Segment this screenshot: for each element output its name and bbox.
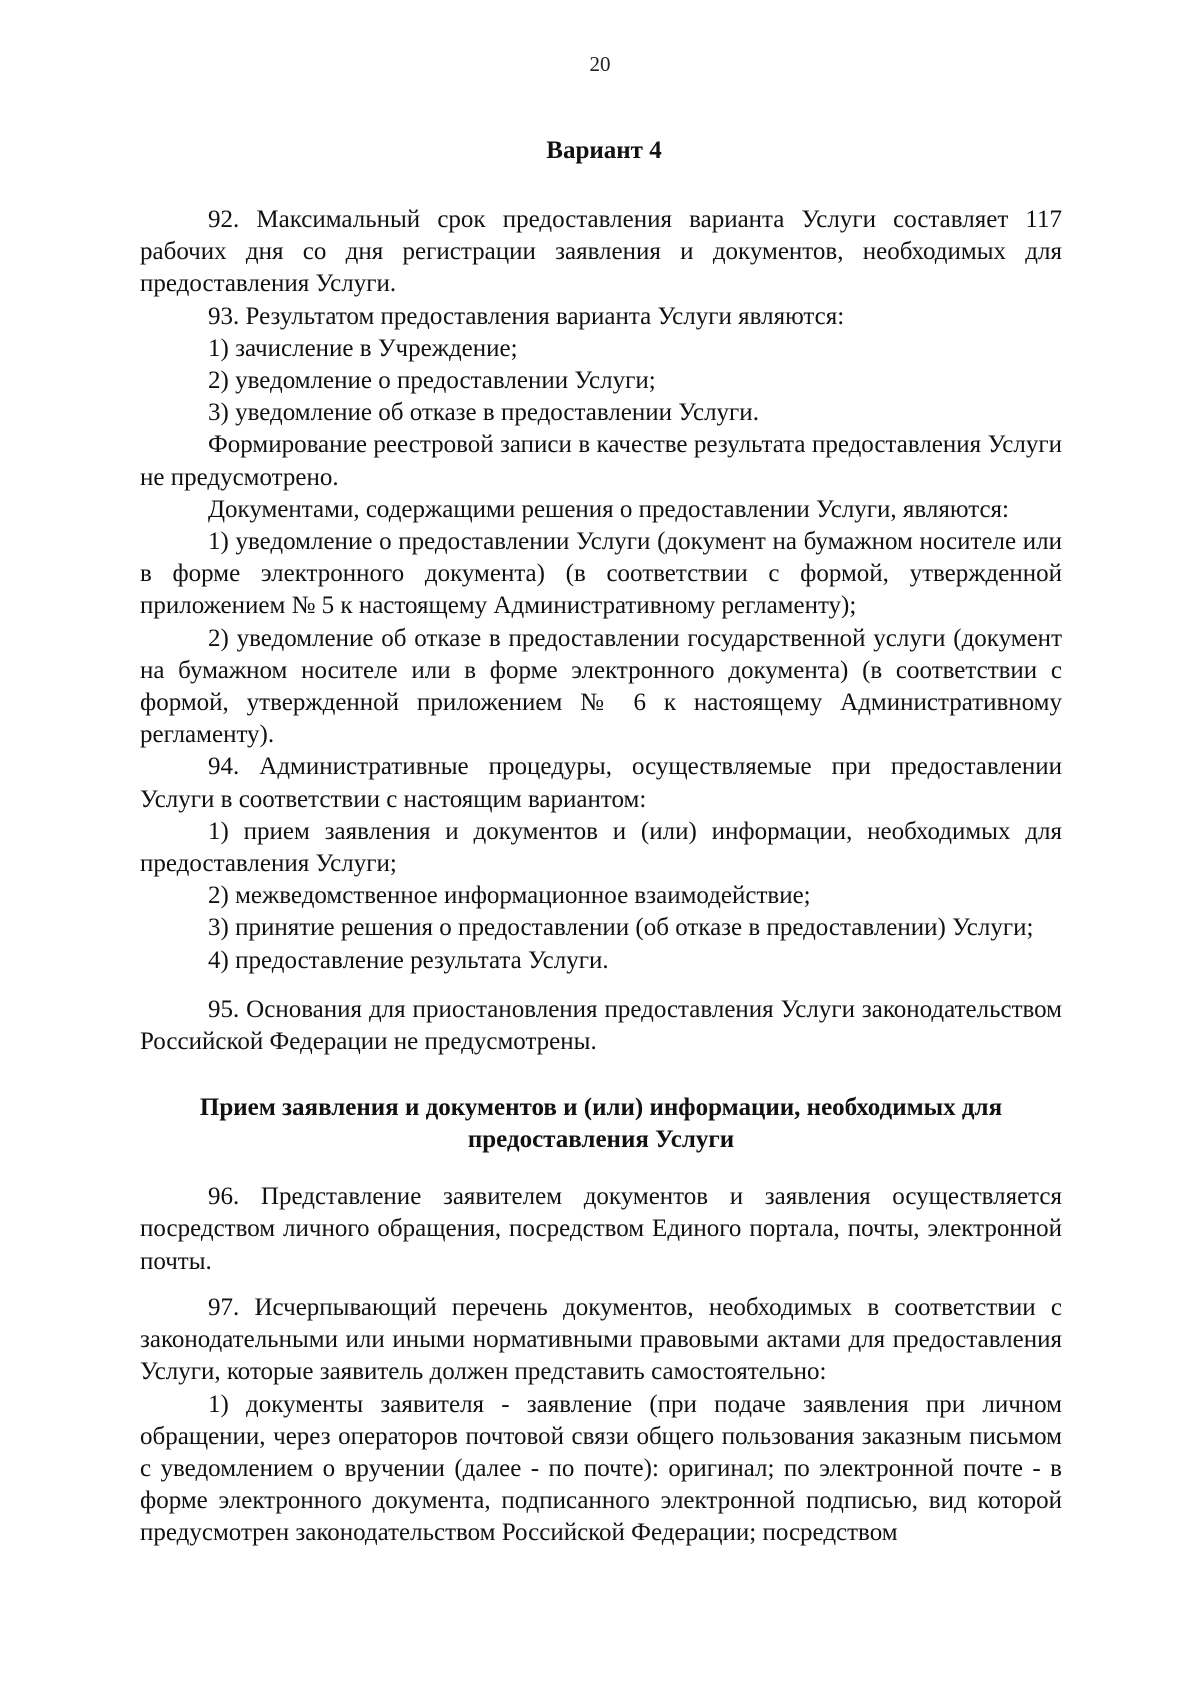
list-item: 1) документы заявителя - заявление (при подаче заявления при личном обращении, через операторов почтовой связи общего пользования заказным письмом с уведомлением о вручении (далее - по почте): оригинал; по электронной почте - в форме электронного документа, подписанного электронной подписью, вид которой предусмотрен законодательством Российской Федерации; посредством — [140, 1390, 1062, 1547]
section-heading-line2: предоставления Услуги — [467, 1126, 735, 1154]
list-item: 1) зачисление в Учреждение; — [208, 334, 518, 362]
paragraph: Формирование реестровой записи в качестве результата предоставления Услуги не предусмотрено. — [140, 431, 1062, 491]
section-heading — [140, 1092, 1062, 1156]
list-item: 1) прием заявления и документов и (или) информации, необходимых для предоставления Услуги; — [140, 817, 1062, 878]
list-item: 2) уведомление о предоставлении Услуги; — [208, 367, 656, 395]
paragraph: Документами, содержащими решения о предоставлении Услуги, являются: — [208, 495, 1009, 523]
paragraph: 93. Результатом предоставления варианта Услуги являются: — [208, 302, 845, 330]
paragraph: 95. Основания для приостановления предоставления Услуги законодательством Российской Федерации не предусмотрены. — [140, 995, 1062, 1056]
list-item: 1) уведомление о предоставлении Услуги (документ на бумажном носителе или в форме электронного документа) (в соответствии с формой, утвержденной приложением № 5 к настоящему Административному регламенту); — [140, 528, 1062, 620]
paragraph: 96. Представление заявителем документов и заявления осуществляется посредством личного обращения, посредством Единого портала, почты, электронной почты. — [140, 1183, 1062, 1275]
document-body — [140, 135, 1062, 1550]
list-item: 4) предоставление результата Услуги. — [208, 946, 609, 974]
paragraph: 92. Максимальный срок предоставления варианта Услуги составляет 117 рабочих дня со дня регистрации заявления и документов, необходимых для предоставления Услуги. — [140, 206, 1062, 298]
list-item: 2) уведомление об отказе в предоставлении государственной услуги (документ на бумажном носителе или в форме электронного документа) (в соответствии с формой, утвержденной приложением № 6 к настоящему Административному регламенту). — [140, 624, 1062, 749]
paragraph: 94. Административные процедуры, осуществляемые при предоставлении Услуги в соответствии с настоящим вариантом: — [140, 753, 1062, 813]
list-item: 2) межведомственное информационное взаимодействие; — [208, 882, 811, 910]
section-heading-line1: Прием заявления и документов и (или) информации, необходимых для — [199, 1094, 1003, 1122]
variant-heading: Вариант 4 — [546, 137, 662, 164]
paragraph: 97. Исчерпывающий перечень документов, необходимых в соответствии с законодательными или иными нормативными правовыми актами для предоставления Услуги, которые заявитель должен представить самостоятельно: — [140, 1293, 1062, 1386]
list-item: 3) уведомление об отказе в предоставлении Услуги. — [208, 399, 759, 427]
page-number: 20 — [589, 52, 611, 76]
list-item: 3) принятие решения о предоставлении (об отказе в предоставлении) Услуги; — [208, 914, 1034, 942]
